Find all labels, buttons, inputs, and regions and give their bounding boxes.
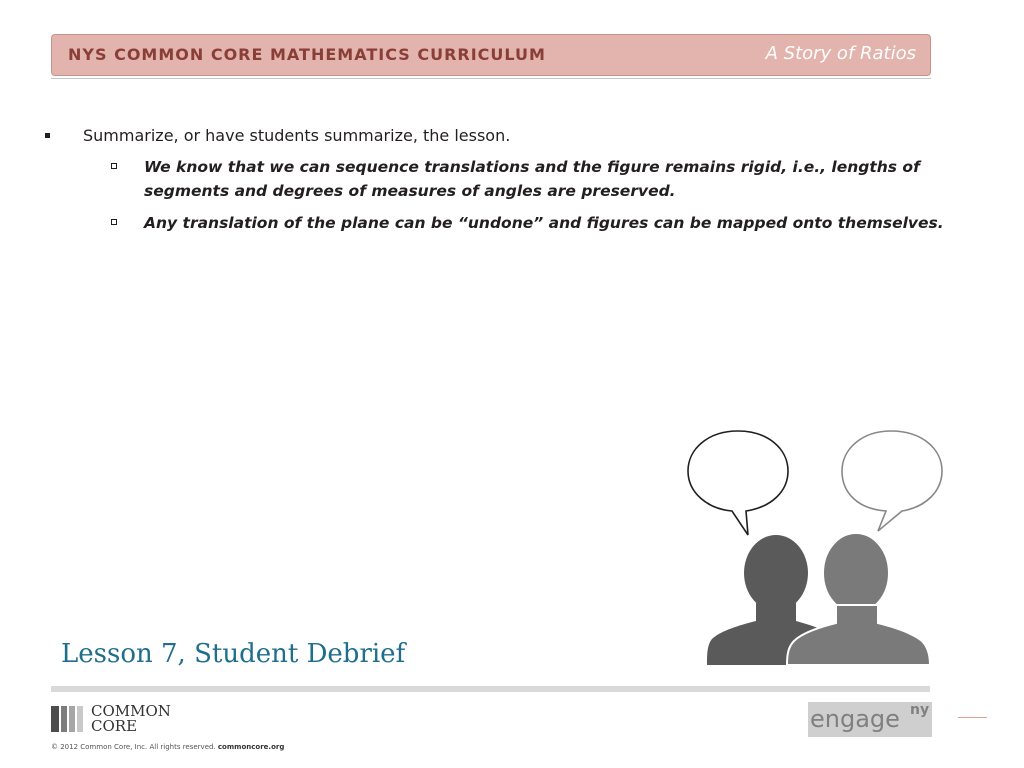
lesson-title: Lesson 7, Student Debrief xyxy=(61,639,406,669)
header-divider xyxy=(51,78,931,79)
main-bullet xyxy=(40,125,970,147)
footer-divider xyxy=(51,686,930,692)
curriculum-header xyxy=(51,34,931,76)
sub-bullet-list xyxy=(40,155,970,235)
logo-line-1: COMMON xyxy=(91,702,171,720)
hollow-square-bullet-icon xyxy=(111,163,117,169)
copyright-notice xyxy=(51,743,284,751)
copyright-text: © 2012 Common Core, Inc. All rights reserved. xyxy=(51,743,216,751)
series-title: A Story of Ratios xyxy=(765,43,916,64)
logo-line-2: CORE xyxy=(91,717,138,735)
engage-wordmark: engage xyxy=(810,705,900,733)
square-bullet-icon xyxy=(45,133,50,138)
copyright-link[interactable]: commoncore.org xyxy=(217,743,285,751)
common-core-bars-icon xyxy=(51,706,85,732)
engage-ny-logo xyxy=(808,702,932,737)
speech-bubble-right-icon xyxy=(842,431,942,531)
curriculum-title: NYS COMMON CORE MATHEMATICS CURRICULUM xyxy=(68,45,546,64)
person-right-icon xyxy=(787,533,930,665)
sub-bullet-item xyxy=(40,211,970,235)
main-bullet-text: Summarize, or have students summarize, the lesson. xyxy=(83,126,511,145)
common-core-wordmark xyxy=(91,704,171,734)
sub-bullet-text: We know that we can sequence translations and the figure remains rigid, i.e., lengths of segments and degrees of measures of angles are preserved. xyxy=(144,158,920,200)
sub-bullet-text: Any translation of the plane can be “undone” and figures can be mapped onto themselves. xyxy=(144,214,944,232)
two-people-speech-bubbles-icon xyxy=(680,425,948,667)
sub-bullet-item xyxy=(40,155,970,203)
common-core-logo xyxy=(51,704,191,736)
hollow-square-bullet-icon xyxy=(111,219,117,225)
corner-accent-line xyxy=(958,717,987,718)
slide-content xyxy=(40,125,970,243)
engage-ny-superscript: ny xyxy=(910,702,930,718)
speech-bubble-left-icon xyxy=(688,431,788,535)
